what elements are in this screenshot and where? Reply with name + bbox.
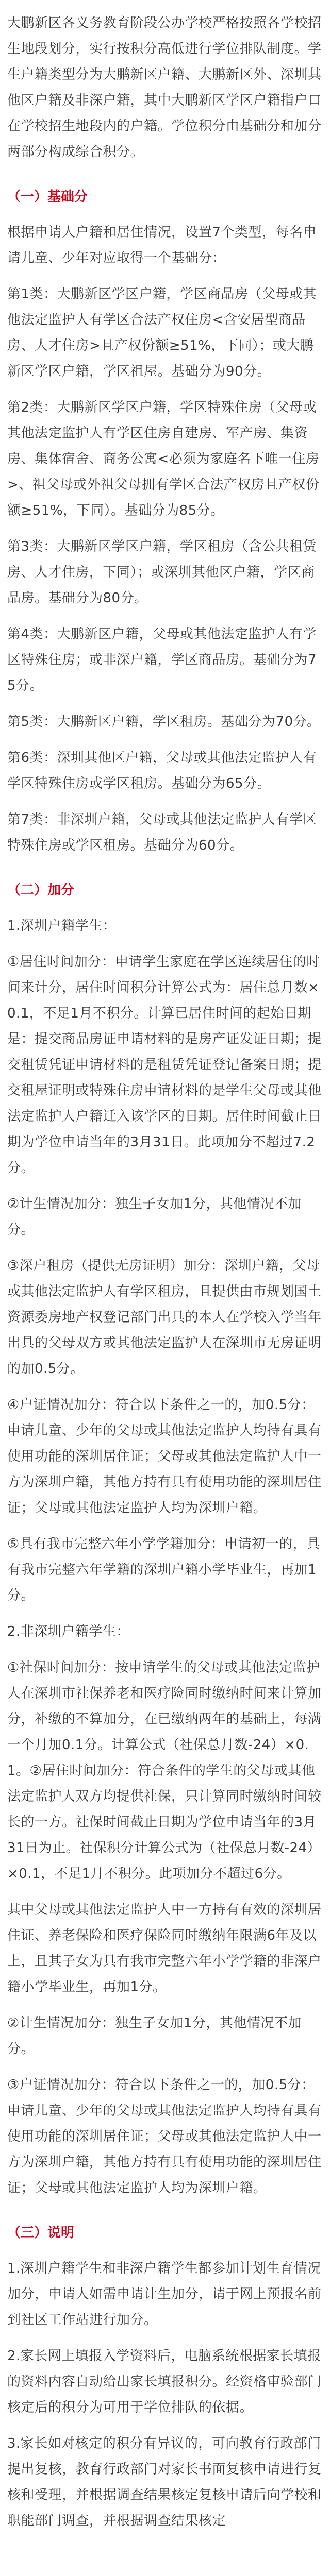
paragraph: ②计生情况加分：独生子女加1分，其他情况不加分。	[7, 2015, 302, 2057]
section-notes	[7, 2222, 323, 2534]
paragraph: ①社保时间加分：按申请学生的父母或其他法定监护人在深圳市社保养老和医疗险同时缴纳时间来计算加分，补缴的不算加分，在已缴纳两年的基础上，每满一个月加0.1分。计算公式（社保总月数-24）×0.1。②居住时间加分：符合条件的学生的父母或其他法定监护人双方均提供社保，只计算同时缴纳时间较长的一方。社保时间截止日期为学位申请当年的3月31日为止。社保积分计算公式为（社保总月数-24）×0.1，不足1月不积分。此项加分不超过6分。	[7, 1660, 322, 1882]
intro-paragraph: 大鹏新区各义务教育阶段公办学校严格按照各学校招生地段划分，实行按积分高低进行学位排队制度。学生户籍类型分为大鹏新区户籍、大鹏新区外、深圳其他区户籍及非深户籍，其中大鹏新区学区户籍指户口在学校招生地段内的户籍。学位积分由基础分和加分两部分构成综合积分。	[7, 15, 322, 160]
paragraph: ②计生情况加分：独生子女加1分，其他情况不加分。	[7, 1196, 302, 1238]
paragraph: 第3类：大鹏新区学区户籍，学区租房（含公共租赁房、人才住房，下同）；或深圳其他区户籍，学区商品房。基础分为80分。	[7, 539, 317, 606]
paragraph: 第2类：大鹏新区学区户籍，学区特殊住房（父母或其他法定监护人有学区住房自建房、军产房、集资房、集体宿舍、商务公寓<必须为家庭名下唯一住房>、祖父母或外祖父母拥有学区合法产权房且产权份额≥51%，下同）。基础分为85分。	[7, 400, 320, 518]
paragraph: ⑤具有我市完整六年小学学籍加分：申请初一的，具有我市完整六年学籍的深圳户籍小学毕业生，再加1分。	[7, 1536, 320, 1603]
section-bonus-score	[7, 879, 323, 2201]
paragraph: 2.家长网上填报入学资料后，电脑系统根据家长填报的资料内容自动给出家长填报积分。经资格审验部门核定后的积分为可用于学位排队的依据。	[7, 2348, 322, 2415]
paragraph: ①居住时间加分：申请学生家庭在学区连续居住的时间来计分，居住时间积分计算公式为：居住总月数×0.1，不足1月不积分。计算已居住时间的起始日期是：提交商品房证申请材料的是房产证发证日期；提交租赁凭证申请材料的是租赁凭证登记备案日期；提交租屋证明或特殊住房申请材料的是学生父母或其他法定监护人户籍迁入该学区的日期。居住时间截止日期为学位申请当年的3月31日。此项加分不超过7.2分。	[7, 954, 322, 1176]
paragraph: 第6类：深圳其他区户籍，父母或其他法定监护人有学区特殊住房或学区租房。基础分为65分。	[7, 750, 317, 791]
paragraph: ③深户租房（提供无房证明）加分：深圳户籍，父母或其他法定监护人有学区租房，且提供由市规划国土资源委房地产权登记部门出具的本人在学校入学当年出具的父母双方或其他法定监护人在深圳市无房证明的加0.5分。	[7, 1258, 322, 1377]
paragraph: 第7类：非深圳户籍，父母或其他法定监护人有学区特殊住房或学区租房。基础分为60分。	[7, 812, 317, 853]
paragraph: ④户证情况加分：符合以下条件之一的，加0.5分：申请儿童、少年的父母或其他法定监护人均持有具有使用功能的深圳居住证；父母或其他法定监护人中一方为深圳户籍，其他方持有具有使用功能的深圳居住证；父母或其他法定监护人均为深圳户籍。	[7, 1397, 322, 1516]
paragraph: 1.深圳户籍学生：	[7, 918, 117, 934]
paragraph: 2.非深圳户籍学生：	[7, 1624, 130, 1639]
paragraph: 第5类：大鹏新区户籍，学区租房。基础分为70分。	[7, 714, 321, 730]
section-title-bonus-score: （二）加分	[7, 883, 75, 898]
paragraph: 第4类：大鹏新区户籍，父母或其他法定监护人有学区特殊住房；或非深户籍，学区商品房。基础分为75分。	[7, 626, 317, 693]
paragraph: 其中父母或其他法定监护人中一方持有有效的深圳居住证、养老保险和医疗保险同时缴纳年限满6年及以上，且其子女为具有我市完整六年小学学籍的非深户籍小学毕业生，再加1分。	[7, 1902, 322, 1995]
paragraph: 第1类：大鹏新区学区户籍，学区商品房（父母或其他法定监护人有学区合法产权住房<含安居型商品房、人才住房>且产权份额≥51%，下同）；或大鹏新区学区户籍，学区祖屋。基础分为90分。	[7, 286, 317, 379]
section-title-notes: （三）说明	[7, 2225, 75, 2241]
paragraph: 3.家长如对核定的积分有异议的，可向教育行政部门提出复核，教育行政部门对家长书面复核申请进行复核和受理，并根据调查结果核定复核申请后向学校和职能部门调查，并根据调查结果核定	[7, 2436, 322, 2529]
paragraph: 根据申请人户籍和居住情况，设置7个类型，每名申请儿童、少年对应取得一个基础分：	[7, 225, 317, 266]
paragraph: 1.深圳户籍学生和非深户籍学生都参加计划生育情况加分，申请人如需申请计生加分，请于网上预报名前到社区工作站进行加分。	[7, 2261, 322, 2328]
section-basic-score	[7, 185, 323, 858]
section-title-basic-score: （一）基础分	[7, 189, 88, 205]
paragraph: ③户证情况加分：符合以下条件之一的，加0.5分：申请儿童、少年的父母或其他法定监护人均持有具有使用功能的深圳居住证；父母或其他法定监护人中一方为深圳户籍，其他方持有具有使用功能的深圳居住证；父母或其他法定监护人均为深圳户籍。	[7, 2077, 322, 2196]
